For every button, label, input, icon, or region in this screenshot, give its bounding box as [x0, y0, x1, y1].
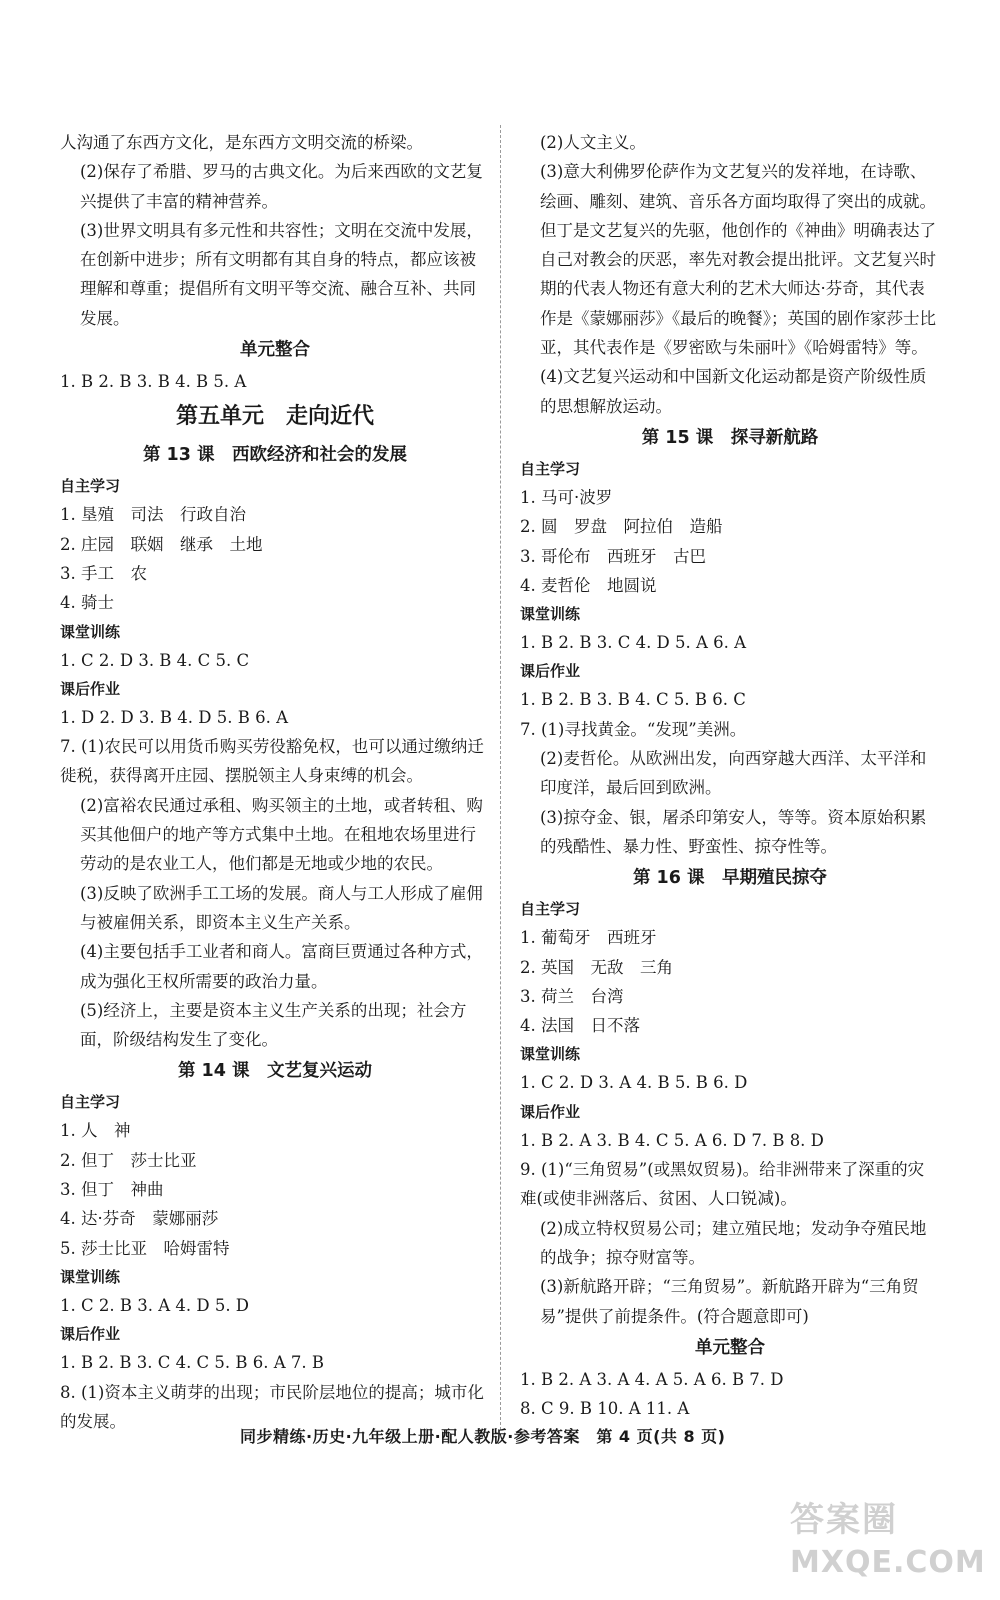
lesson-title: 第 15 课 探寻新航路	[641, 427, 819, 448]
watermark-url: MXQE.COM	[790, 1545, 986, 1580]
answer-paragraph: (3)反映了欧洲手工工场的发展。商人与工人形成了雇佣与被雇佣关系，即资本主义生产关系。	[80, 883, 483, 932]
answer-line: 4. 法国 日不落	[520, 1016, 640, 1036]
answer-line: 3. 哥伦布 西班牙 古巴	[520, 546, 706, 566]
section-label: 自主学习	[60, 477, 121, 496]
section-label: 课堂训练	[60, 1267, 121, 1286]
lesson-title: 单元整合	[695, 1337, 765, 1358]
answer-line: 3. 荷兰 台湾	[520, 986, 624, 1006]
answer-paragraph: (3)意大利佛罗伦萨作为文艺复兴的发祥地，在诗歌、绘画、雕刻、建筑、音乐各方面均取得了突出的成就。但丁是文艺复兴的先驱，他创作的《神曲》明确表达了自己对教会的厌恶，率先对教会提出批评。文艺复兴时期的代表人物还有意大利的艺术大师达·芬奇，其代表作是《蒙娜丽莎》《最后的晚餐》；英国的剧作家莎士比亚，其代表作是《罗密欧与朱丽叶》《哈姆雷特》等。	[540, 162, 936, 358]
answer-line: 2. 庄园 联姻 继承 土地	[60, 534, 263, 554]
answer-line: 9. (1)“三角贸易”(或黑奴贸易)。给非洲带来了深重的灾难(或使非洲落后、贫困、人口锐减)。	[520, 1160, 925, 1209]
right-column	[520, 128, 940, 1423]
section-label: 课后作业	[520, 662, 581, 681]
column-divider	[500, 125, 501, 1430]
answer-line: 4. 骑士	[60, 593, 114, 613]
answer-paragraph: (2)人文主义。	[540, 133, 646, 152]
answer-line: 1. B 2. B 3. C 4. C 5. B 6. A 7. B	[60, 1353, 325, 1373]
answer-line: 2. 但丁 莎士比亚	[60, 1150, 197, 1170]
answer-line: 1. C 2. B 3. A 4. D 5. D	[60, 1295, 250, 1315]
answer-line: 1. C 2. D 3. A 4. B 5. B 6. D	[520, 1073, 748, 1093]
answer-paragraph: (2)麦哲伦。从欧洲出发，向西穿越大西洋、太平洋和印度洋，最后回到欧洲。	[540, 749, 927, 798]
answer-line: 7. (1)农民可以用货币购买劳役豁免权，也可以通过缴纳迁徙税，获得离开庄园、摆脱领主人身束缚的机会。	[60, 737, 484, 786]
answer-paragraph: (4)文艺复兴运动和中国新文化运动都是资产阶级性质的思想解放运动。	[540, 367, 927, 416]
answer-line: 1. 垦殖 司法 行政自治	[60, 505, 246, 525]
answer-line: 1. B 2. A 3. A 4. A 5. A 6. B 7. D	[520, 1369, 784, 1389]
answer-line: 1. B 2. B 3. B 4. C 5. B 6. C	[520, 690, 746, 710]
answer-line: 4. 麦哲伦 地圆说	[520, 575, 657, 595]
lesson-title: 单元整合	[240, 340, 310, 361]
answer-paragraph: (2)保存了希腊、罗马的古典文化。为后来西欧的文艺复兴提供了丰富的精神营养。	[80, 162, 483, 211]
answer-paragraph: (2)富裕农民通过承租、购买领主的土地，或者转租、购买其他佃户的地产等方式集中土地。在租地农场里进行劳动的是农业工人，他们都是无地或少地的农民。	[80, 795, 483, 874]
answer-paragraph: (3)掠夺金、银，屠杀印第安人，等等。资本原始积累的残酷性、暴力性、野蛮性、掠夺性等。	[540, 807, 927, 856]
answer-line: 1. C 2. D 3. B 4. C 5. C	[60, 650, 250, 670]
watermark-text: 答案圈	[790, 1500, 898, 1540]
answer-line: 5. 莎士比亚 哈姆雷特	[60, 1238, 230, 1258]
answer-line: 人沟通了东西方文化，是东西方文明交流的桥梁。	[60, 133, 423, 152]
answer-line: 8. C 9. B 10. A 11. A	[520, 1399, 690, 1419]
answer-line: 1. D 2. D 3. B 4. D 5. B 6. A	[60, 707, 289, 727]
lesson-title: 第 16 课 早期殖民掠夺	[632, 868, 828, 889]
answer-line: 2. 英国 无敌 三角	[520, 957, 673, 977]
left-column	[60, 128, 490, 1436]
section-label: 课堂训练	[60, 622, 121, 641]
answer-line: 3. 但丁 神曲	[60, 1180, 164, 1200]
section-label: 课堂训练	[520, 1045, 581, 1064]
answer-paragraph: (4)主要包括手工业者和商人。富商巨贾通过各种方式，成为强化王权所需要的政治力量。	[80, 942, 483, 991]
section-label: 课后作业	[60, 1325, 121, 1344]
answer-paragraph: (3)新航路开辟；“三角贸易”。新航路开辟为“三角贸易”提供了前提条件。(符合题意即可)	[540, 1277, 919, 1326]
answer-line: 1. 葡萄牙 西班牙	[520, 928, 657, 948]
answer-line: 1. B 2. B 3. B 4. B 5. A	[60, 372, 247, 392]
answer-line: 3. 手工 农	[60, 563, 147, 583]
lesson-title: 第 13 课 西欧经济和社会的发展	[142, 445, 408, 466]
answer-paragraph: (2)成立特权贸易公司；建立殖民地；发动争夺殖民地的战争；掠夺财富等。	[540, 1218, 927, 1267]
answer-line: 8. (1)资本主义萌芽的出现；市民阶层地位的提高；城市化的发展。	[60, 1382, 484, 1431]
answer-line: 4. 达·芬奇 蒙娜丽莎	[60, 1209, 219, 1229]
section-label: 课后作业	[60, 679, 121, 698]
answer-line: 1. 马可·波罗	[520, 487, 613, 507]
section-label: 自主学习	[520, 459, 581, 478]
answer-line: 2. 圆 罗盘 阿拉伯 造船	[520, 517, 723, 537]
answer-line: 1. B 2. B 3. C 4. D 5. A 6. A	[520, 633, 747, 653]
answer-paragraph: (3)世界文明具有多元性和共容性；文明在交流中发展，在创新中进步；所有文明都有其自身的特点，都应该被理解和尊重；提倡所有文明平等交流、融合互补、共同发展。	[80, 220, 483, 328]
watermark-logo	[790, 1492, 990, 1592]
page-footer: 同步精练·历史·九年级上册·配人教版·参考答案 第 4 页(共 8 页)	[240, 1427, 726, 1446]
section-label: 自主学习	[60, 1093, 121, 1112]
answer-line: 1. 人 神	[60, 1121, 131, 1141]
answer-paragraph: (5)经济上，主要是资本主义生产关系的出现；社会方面，阶级结构发生了变化。	[80, 1000, 467, 1050]
section-label: 课堂训练	[520, 605, 581, 624]
section-label: 课后作业	[520, 1102, 581, 1121]
answer-line: 1. B 2. A 3. B 4. C 5. A 6. D 7. B 8. D	[520, 1130, 824, 1150]
section-label: 自主学习	[520, 900, 581, 919]
unit-title: 第五单元 走向近代	[175, 404, 374, 430]
lesson-title: 第 14 课 文艺复兴运动	[177, 1061, 373, 1082]
answer-line: 7. (1)寻找黄金。“发现”美洲。	[520, 719, 747, 739]
